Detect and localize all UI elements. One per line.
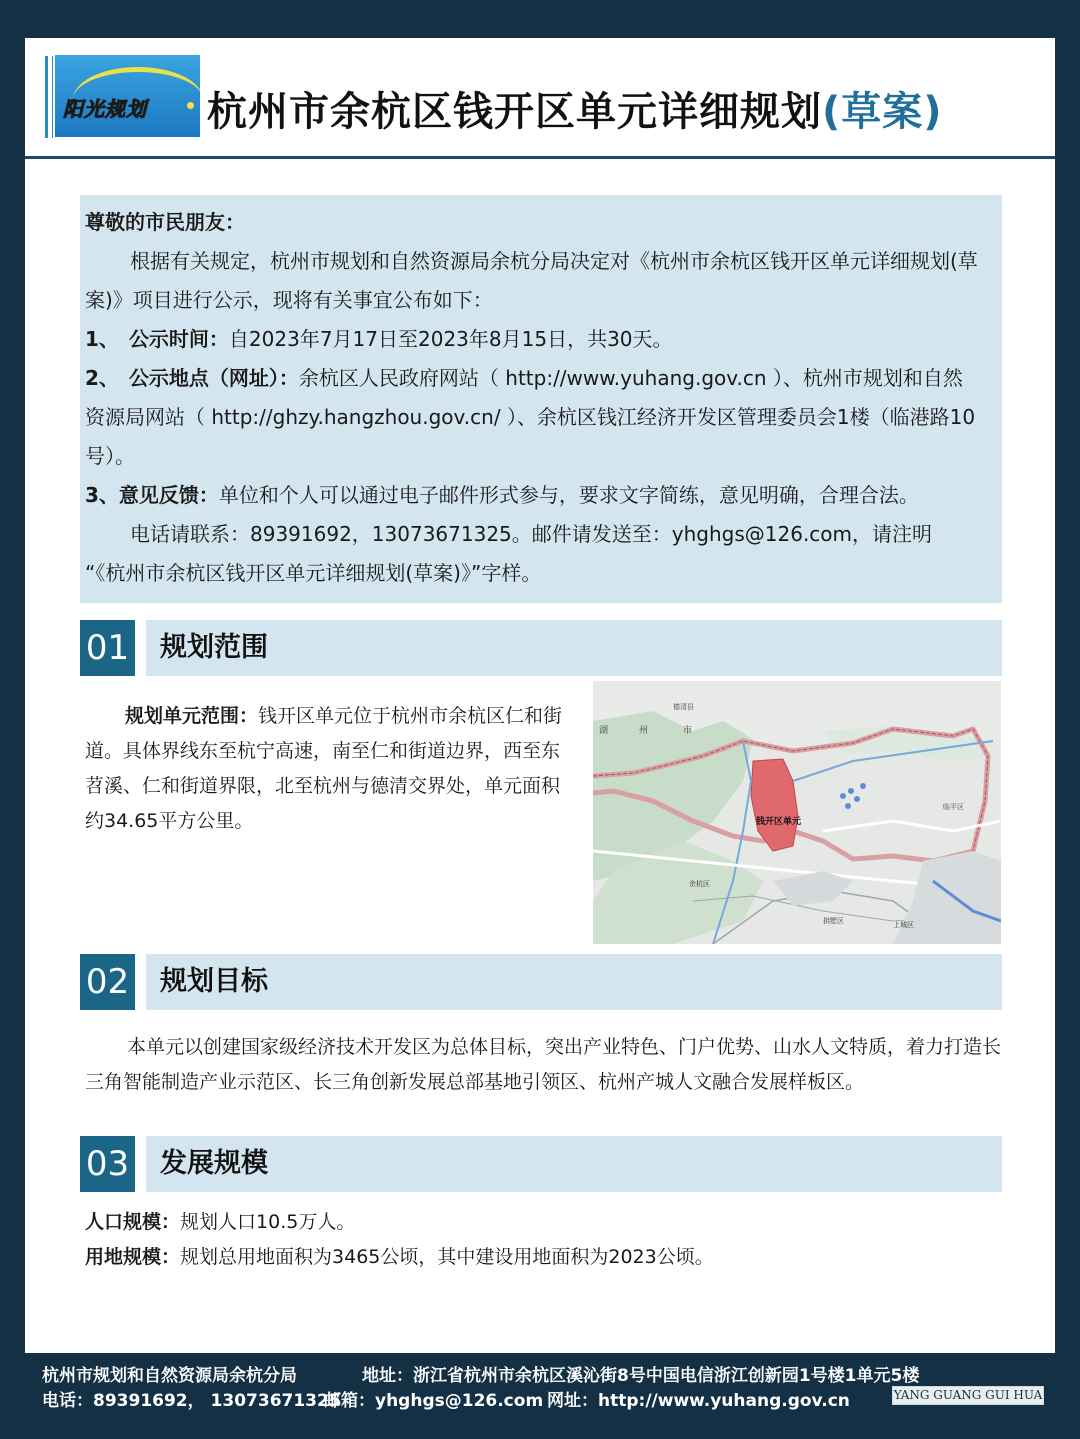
- item-location: [85, 359, 982, 476]
- map-label: 上城区: [893, 921, 914, 929]
- lake-dot: [854, 796, 860, 802]
- header-accent-bar: [45, 56, 48, 138]
- lake-dot: [848, 788, 854, 794]
- logo-dot: [187, 102, 194, 109]
- population-label: 人口规模：: [85, 1211, 181, 1233]
- section-01-text: [85, 699, 565, 839]
- population-scale: [85, 1205, 1005, 1240]
- section-number: 01: [80, 620, 135, 676]
- map-label: 拱墅区: [823, 917, 844, 925]
- item-time-text: 自2023年7月17日至2023年8月15日，共30天。: [228, 327, 673, 351]
- map-label: 市: [683, 726, 693, 736]
- header: [25, 38, 1055, 159]
- section-title-bar: [146, 620, 1002, 676]
- map-label: 州: [639, 726, 649, 736]
- population-text: 规划人口10.5万人。: [180, 1211, 356, 1233]
- item-time-label: 1、 公示时间：: [85, 327, 229, 351]
- footer-email: 邮箱：yhghgs@126.com: [324, 1391, 544, 1411]
- footer: [0, 1353, 1080, 1439]
- header-accent-line: [52, 56, 53, 138]
- map-label: 临平区: [943, 803, 964, 811]
- yangguang-logo: [55, 55, 200, 137]
- map-label-unit: 钱开区单元: [756, 817, 802, 827]
- notice-box: [80, 195, 1002, 603]
- item-location-label: 2、 公示地点（网址）：: [85, 366, 299, 390]
- page-title: [207, 80, 943, 137]
- land-scale: [85, 1240, 1005, 1275]
- section-number: 02: [80, 954, 135, 1010]
- item-time: [85, 320, 982, 359]
- title-main: 杭州市余杭区钱开区单元详细规划: [207, 89, 822, 135]
- map-label: 余杭区: [689, 880, 710, 888]
- brand-tag: YANG GUANG GUI HUA: [892, 1386, 1044, 1405]
- poster-page: [25, 38, 1055, 1353]
- map-label: 湖: [599, 726, 609, 736]
- section-number: 03: [80, 1136, 135, 1192]
- section-title: 规划目标: [160, 966, 268, 997]
- map-graphic: [593, 681, 1001, 944]
- intro-paragraph: 根据有关规定，杭州市规划和自然资源局余杭分局决定对《杭州市余杭区钱开区单元详细规划(草案)》项目进行公示，现将有关事宜公布如下：: [85, 249, 978, 312]
- item-feedback: [85, 476, 982, 515]
- lake-dot: [840, 793, 846, 799]
- item-feedback-label: 3、意见反馈：: [85, 483, 219, 507]
- footer-address: 地址：浙江省杭州市余杭区溪沁街8号中国电信浙江创新园1号楼1单元5楼: [362, 1366, 920, 1386]
- greeting: 尊敬的市民朋友：: [85, 210, 245, 234]
- logo-text: 阳光规划: [63, 97, 147, 121]
- title-draft-tag: (草案): [822, 89, 943, 135]
- scope-label: 规划单元范围：: [125, 705, 259, 727]
- section-02-header: [80, 954, 1002, 1010]
- scope-text: 钱开区单元位于杭州市余杭区仁和街道。具体界线东至杭宁高速，南至仁和街道边界，西至东苕溪、仁和街道界限，北至杭州与德清交界处，单元面积约34.65平方公里。: [85, 705, 563, 832]
- footer-phone: 电话：89391692， 13073671325: [42, 1391, 341, 1411]
- land-text: 规划总用地面积为3465公顷，其中建设用地面积为2023公顷。: [180, 1246, 714, 1268]
- contact-line: 电话请联系：89391692，13073671325。邮件请发送至：yhghgs@126.com，请注明: [130, 522, 933, 546]
- item-feedback-text: 单位和个人可以通过电子邮件形式参与，要求文字简练，意见明确，合理合法。: [218, 483, 919, 507]
- section-03-header: [80, 1136, 1002, 1192]
- section-title-bar: [146, 1136, 1002, 1192]
- section-02-text: 本单元以创建国家级经济技术开发区为总体目标，突出产业特色、门户优势、山水人文特质，着力打造长三角智能制造产业示范区、长三角创新发展总部基地引领区、杭州产城人文融合发展样板区。: [85, 1036, 1002, 1093]
- land-label: 用地规模：: [85, 1246, 181, 1268]
- footer-website: 网址：http://www.yuhang.gov.cn: [547, 1391, 850, 1411]
- section-title: 发展规模: [160, 1148, 268, 1179]
- lake-dot: [845, 803, 851, 809]
- map-label: 德清县: [673, 703, 694, 711]
- section-title: 规划范围: [160, 632, 268, 663]
- location-map: [593, 681, 1001, 944]
- contact-note: “《杭州市余杭区钱开区单元详细规划(草案)》”字样。: [85, 561, 542, 585]
- footer-org: 杭州市规划和自然资源局余杭分局: [42, 1366, 297, 1386]
- section-01-header: [80, 620, 1002, 676]
- item-location-text: 余杭区人民政府网站（ http://www.yuhang.gov.cn ）、杭州市规划和自然资源局网站（ http://ghzy.hangzhou.gov.cn/ ）、余杭区钱江经济开发区管理委员会1楼（临港路10号）。: [85, 366, 976, 468]
- section-title-bar: [146, 954, 1002, 1010]
- lake-dot: [860, 783, 866, 789]
